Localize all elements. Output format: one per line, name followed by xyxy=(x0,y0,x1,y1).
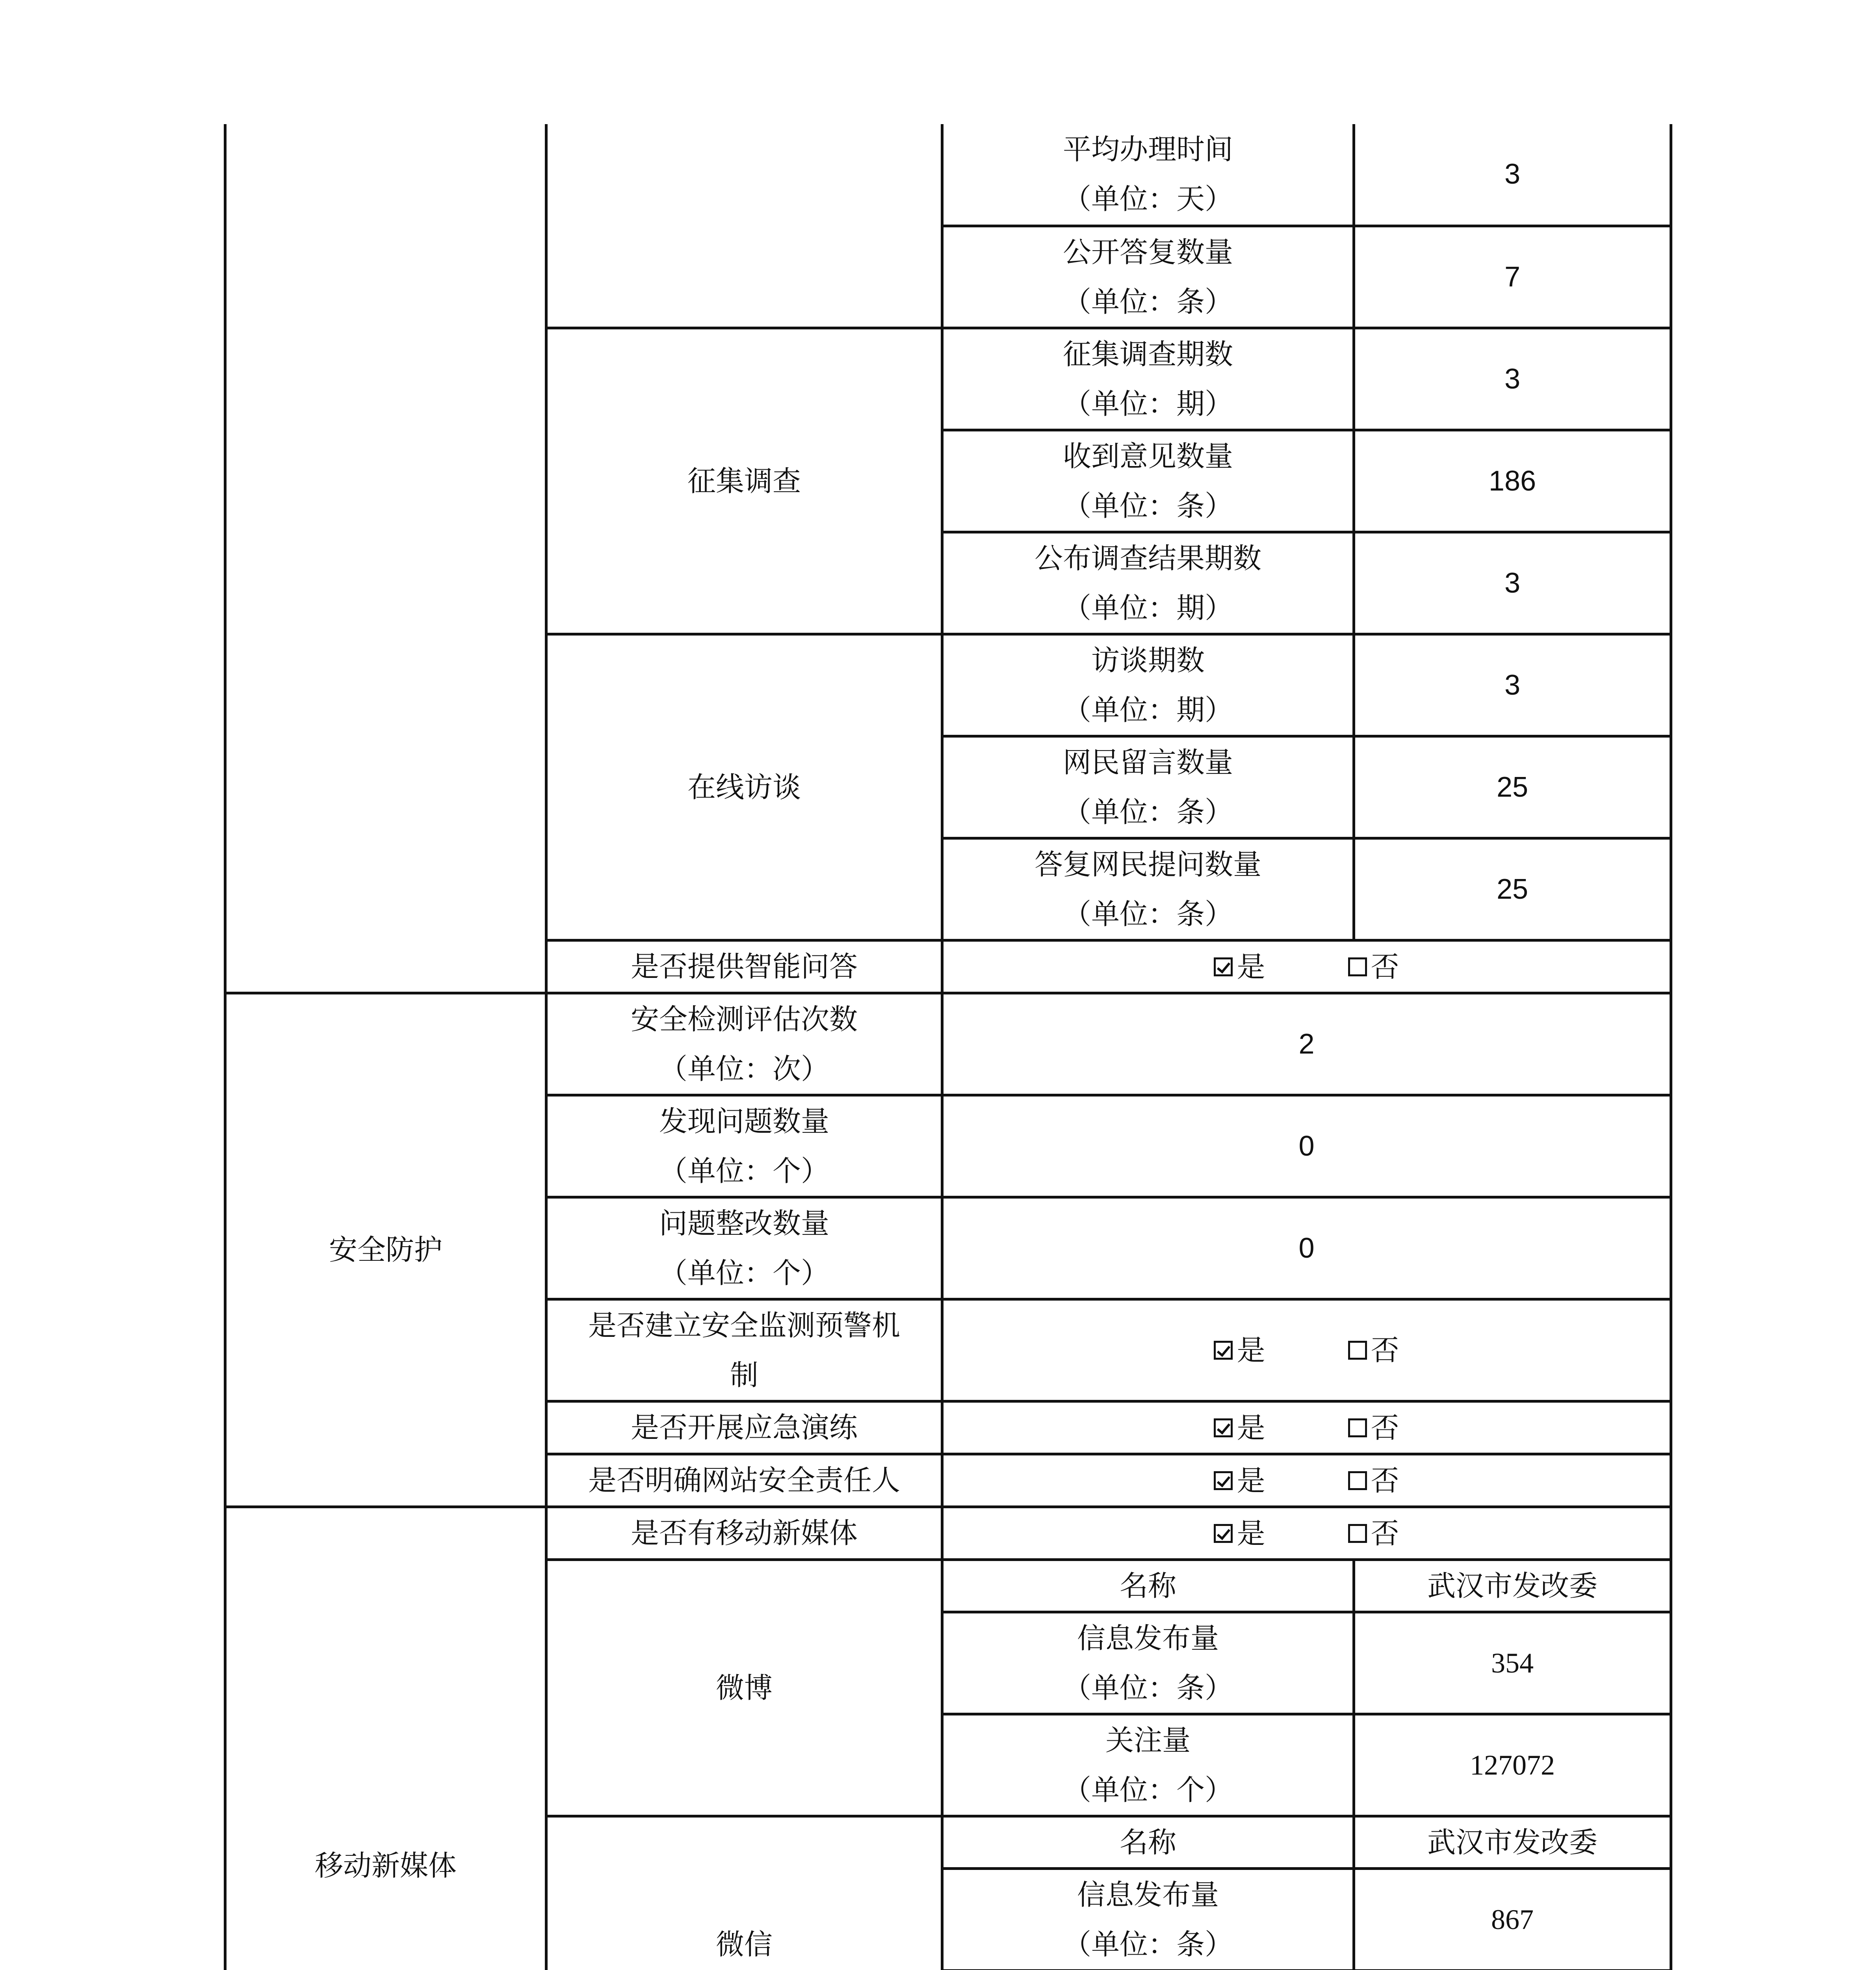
interview-messages-label: 网民留言数量 （单位：条） xyxy=(942,736,1354,838)
smart-qa-choice xyxy=(942,940,1671,993)
smart-qa-no-option[interactable]: 否 xyxy=(1348,942,1399,992)
media-no-option[interactable]: 否 xyxy=(1348,1509,1399,1558)
checkbox-unchecked-icon[interactable] xyxy=(1348,1418,1367,1437)
interview-answers-value: 25 xyxy=(1354,838,1671,940)
owner-no-option[interactable]: 否 xyxy=(1348,1456,1399,1505)
security-owner-choice xyxy=(942,1454,1671,1507)
interview-answers-label: 答复网民提问数量 （单位：条） xyxy=(942,838,1354,940)
wechat-category: 微信 xyxy=(546,1816,942,1970)
weibo-followers-label: 关注量 （单位：个） xyxy=(942,1714,1354,1816)
public-reply-label: 公开答复数量 （单位：条） xyxy=(942,226,1354,328)
wechat-posts-label: 信息发布量 （单位：条） xyxy=(942,1868,1354,1970)
survey-periods-value: 3 xyxy=(1354,328,1671,430)
wechat-name-value: 武汉市发改委 xyxy=(1354,1816,1671,1868)
interview-messages-value: 25 xyxy=(1354,736,1671,838)
media-category: 移动新媒体 xyxy=(225,1507,546,1970)
public-reply-value: 7 xyxy=(1354,226,1671,328)
wechat-posts-value: 867 xyxy=(1354,1868,1671,1970)
checkbox-unchecked-icon[interactable] xyxy=(1348,1341,1367,1360)
interview-periods-value: 3 xyxy=(1354,634,1671,736)
interview-category: 在线访谈 xyxy=(546,634,942,940)
subcategory-cell-continued xyxy=(546,124,942,328)
smart-qa-label: 是否提供智能问答 xyxy=(546,940,942,993)
weibo-posts-value: 354 xyxy=(1354,1612,1671,1714)
interview-periods-label: 访谈期数 （单位：期） xyxy=(942,634,1354,736)
security-fixed-value: 0 xyxy=(942,1197,1671,1299)
weibo-followers-value: 127072 xyxy=(1354,1714,1671,1816)
security-drill-choice xyxy=(942,1401,1671,1454)
category-cell-continued xyxy=(225,124,546,993)
checkbox-checked-icon[interactable] xyxy=(1214,1471,1233,1490)
media-yes-option[interactable]: 是 xyxy=(1214,1509,1265,1558)
security-issues-value: 0 xyxy=(942,1095,1671,1197)
survey-results-label: 公布调查结果期数 （单位：期） xyxy=(942,532,1354,634)
warning-no-option[interactable]: 否 xyxy=(1348,1325,1399,1375)
weibo-category: 微博 xyxy=(546,1559,942,1816)
avg-time-value: 3 xyxy=(1354,124,1671,226)
survey-opinions-value: 186 xyxy=(1354,430,1671,532)
security-assess-label: 安全检测评估次数 （单位：次） xyxy=(546,993,942,1095)
drill-yes-option[interactable]: 是 xyxy=(1214,1403,1265,1453)
weibo-name-value: 武汉市发改委 xyxy=(1354,1559,1671,1612)
survey-opinions-label: 收到意见数量 （单位：条） xyxy=(942,430,1354,532)
security-issues-label: 发现问题数量 （单位：个） xyxy=(546,1095,942,1197)
warning-yes-option[interactable]: 是 xyxy=(1214,1325,1265,1375)
drill-no-option[interactable]: 否 xyxy=(1348,1403,1399,1453)
survey-category: 征集调查 xyxy=(546,328,942,634)
security-fixed-label: 问题整改数量 （单位：个） xyxy=(546,1197,942,1299)
checkbox-checked-icon[interactable] xyxy=(1214,957,1233,976)
checkbox-unchecked-icon[interactable] xyxy=(1348,1471,1367,1490)
owner-yes-option[interactable]: 是 xyxy=(1214,1456,1265,1505)
smart-qa-yes-option[interactable]: 是 xyxy=(1214,942,1265,992)
checkbox-checked-icon[interactable] xyxy=(1214,1341,1233,1360)
avg-time-label: 平均办理时间 （单位：天） xyxy=(942,124,1354,226)
wechat-name-label: 名称 xyxy=(942,1816,1354,1868)
weibo-posts-label: 信息发布量 （单位：条） xyxy=(942,1612,1354,1714)
security-warning-label: 是否建立安全监测预警机 制 xyxy=(546,1299,942,1401)
security-warning-choice xyxy=(942,1299,1671,1401)
media-has-label: 是否有移动新媒体 xyxy=(546,1507,942,1559)
checkbox-checked-icon[interactable] xyxy=(1214,1524,1233,1543)
security-drill-label: 是否开展应急演练 xyxy=(546,1401,942,1454)
survey-periods-label: 征集调查期数 （单位：期） xyxy=(942,328,1354,430)
weibo-name-label: 名称 xyxy=(942,1559,1354,1612)
security-category: 安全防护 xyxy=(225,993,546,1507)
checkbox-checked-icon[interactable] xyxy=(1214,1418,1233,1437)
security-owner-label: 是否明确网站安全责任人 xyxy=(546,1454,942,1507)
media-has-choice xyxy=(942,1507,1671,1559)
checkbox-unchecked-icon[interactable] xyxy=(1348,1524,1367,1543)
website-report-table xyxy=(224,124,1672,1970)
security-assess-value: 2 xyxy=(942,993,1671,1095)
survey-results-value: 3 xyxy=(1354,532,1671,634)
checkbox-unchecked-icon[interactable] xyxy=(1348,957,1367,976)
